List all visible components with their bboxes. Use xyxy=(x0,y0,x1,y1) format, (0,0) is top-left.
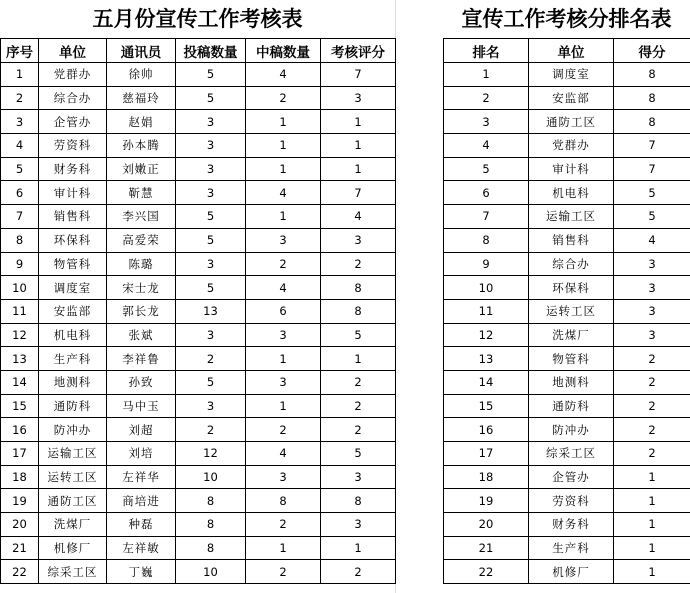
header-cell-unit[interactable]: 单位 xyxy=(39,39,107,63)
cell-submitted[interactable]: 3 xyxy=(176,252,246,276)
table-row xyxy=(1,442,396,466)
cell-correspondent[interactable]: 左祥敏 xyxy=(107,536,176,560)
cell-score[interactable]: 2 xyxy=(321,370,396,394)
header-cell-index[interactable]: 序号 xyxy=(1,39,39,63)
cell-accepted[interactable]: 6 xyxy=(246,299,321,323)
cell-correspondent[interactable]: 孙本腾 xyxy=(107,134,176,158)
cell-rank[interactable]: 12 xyxy=(444,323,529,347)
cell-score[interactable]: 1 xyxy=(614,560,690,584)
cell-index[interactable]: 19 xyxy=(1,489,39,513)
cell-correspondent[interactable]: 刘超 xyxy=(107,418,176,442)
cell-submitted[interactable]: 8 xyxy=(176,489,246,513)
table-row xyxy=(444,276,690,300)
cell-unit[interactable]: 安监部 xyxy=(529,86,614,110)
cell-index[interactable]: 3 xyxy=(1,110,39,134)
cell-unit[interactable]: 销售科 xyxy=(529,228,614,252)
header-cell-accepted[interactable]: 中稿数量 xyxy=(246,39,321,63)
cell-submitted[interactable]: 8 xyxy=(176,536,246,560)
cell-index[interactable]: 7 xyxy=(1,205,39,229)
table-row xyxy=(1,276,396,300)
cell-unit[interactable]: 运输工区 xyxy=(39,442,107,466)
cell-submitted[interactable]: 12 xyxy=(176,442,246,466)
left-table-title: 五月份宣传工作考核表 xyxy=(92,6,303,31)
table-row xyxy=(444,299,690,323)
table-row xyxy=(444,347,690,371)
table-row xyxy=(1,63,396,87)
cell-score[interactable]: 3 xyxy=(614,252,690,276)
cell-accepted[interactable]: 4 xyxy=(246,181,321,205)
cell-score[interactable]: 2 xyxy=(614,442,690,466)
cell-correspondent[interactable]: 刘嫩正 xyxy=(107,157,176,181)
cell-submitted[interactable]: 2 xyxy=(176,418,246,442)
cell-rank[interactable]: 4 xyxy=(444,134,529,158)
cell-score[interactable]: 4 xyxy=(321,205,396,229)
cell-unit[interactable]: 机电科 xyxy=(39,323,107,347)
cell-score[interactable]: 7 xyxy=(614,157,690,181)
cell-score[interactable]: 2 xyxy=(614,370,690,394)
cell-correspondent[interactable]: 宋士龙 xyxy=(107,276,176,300)
cell-submitted[interactable]: 5 xyxy=(176,63,246,87)
table-row xyxy=(1,252,396,276)
cell-score[interactable]: 1 xyxy=(321,347,396,371)
cell-unit[interactable]: 综采工区 xyxy=(529,442,614,466)
cell-index[interactable]: 17 xyxy=(1,442,39,466)
table-row xyxy=(1,489,396,513)
table-row xyxy=(444,228,690,252)
cell-unit[interactable]: 运输工区 xyxy=(529,205,614,229)
cell-index[interactable]: 18 xyxy=(1,465,39,489)
cell-rank[interactable]: 5 xyxy=(444,157,529,181)
cell-accepted[interactable]: 1 xyxy=(246,394,321,418)
table-row xyxy=(1,394,396,418)
cell-submitted[interactable]: 5 xyxy=(176,205,246,229)
cell-accepted[interactable]: 8 xyxy=(246,489,321,513)
cell-accepted[interactable]: 1 xyxy=(246,157,321,181)
cell-correspondent[interactable]: 赵娟 xyxy=(107,110,176,134)
cell-unit[interactable]: 安监部 xyxy=(39,299,107,323)
cell-submitted[interactable]: 10 xyxy=(176,560,246,584)
cell-unit[interactable]: 销售科 xyxy=(39,205,107,229)
cell-correspondent[interactable]: 陈璐 xyxy=(107,252,176,276)
header-cell-submitted[interactable]: 投稿数量 xyxy=(176,39,246,63)
cell-rank[interactable]: 16 xyxy=(444,418,529,442)
cell-score[interactable]: 8 xyxy=(614,86,690,110)
cell-score[interactable]: 3 xyxy=(321,465,396,489)
cell-index[interactable]: 20 xyxy=(1,513,39,537)
cell-rank[interactable]: 6 xyxy=(444,181,529,205)
cell-score[interactable]: 2 xyxy=(321,418,396,442)
cell-index[interactable]: 13 xyxy=(1,347,39,371)
cell-rank[interactable]: 20 xyxy=(444,513,529,537)
cell-index[interactable]: 9 xyxy=(1,252,39,276)
cell-unit[interactable]: 机修厂 xyxy=(39,536,107,560)
table-row xyxy=(444,370,690,394)
cell-accepted[interactable]: 4 xyxy=(246,442,321,466)
cell-accepted[interactable]: 1 xyxy=(246,205,321,229)
table-row xyxy=(1,205,396,229)
cell-unit[interactable]: 调度室 xyxy=(39,276,107,300)
cell-unit[interactable]: 企管办 xyxy=(529,465,614,489)
cell-correspondent[interactable]: 丁巍 xyxy=(107,560,176,584)
cell-score[interactable]: 5 xyxy=(614,205,690,229)
header-cell-correspondent[interactable]: 通讯员 xyxy=(107,39,176,63)
table-row xyxy=(444,323,690,347)
cell-submitted[interactable]: 10 xyxy=(176,465,246,489)
cell-submitted[interactable]: 5 xyxy=(176,228,246,252)
cell-unit[interactable]: 调度室 xyxy=(529,63,614,87)
cell-unit[interactable]: 生产科 xyxy=(39,347,107,371)
table-row xyxy=(444,442,690,466)
cell-accepted[interactable]: 2 xyxy=(246,418,321,442)
cell-index[interactable]: 15 xyxy=(1,394,39,418)
cell-score[interactable]: 1 xyxy=(321,536,396,560)
cell-score[interactable]: 2 xyxy=(321,560,396,584)
cell-accepted[interactable]: 1 xyxy=(246,110,321,134)
cell-index[interactable]: 12 xyxy=(1,323,39,347)
cell-unit[interactable]: 机修厂 xyxy=(529,560,614,584)
cell-index[interactable]: 1 xyxy=(1,63,39,87)
cell-submitted[interactable]: 8 xyxy=(176,513,246,537)
table-row xyxy=(1,181,396,205)
cell-index[interactable]: 10 xyxy=(1,276,39,300)
cell-correspondent[interactable]: 左祥华 xyxy=(107,465,176,489)
cell-score[interactable]: 1 xyxy=(614,536,690,560)
cell-rank[interactable]: 7 xyxy=(444,205,529,229)
cell-correspondent[interactable]: 商培进 xyxy=(107,489,176,513)
cell-score[interactable]: 7 xyxy=(321,63,396,87)
header-cell-score[interactable]: 考核评分 xyxy=(321,39,396,63)
cell-unit[interactable]: 综采工区 xyxy=(39,560,107,584)
cell-rank[interactable]: 18 xyxy=(444,465,529,489)
table-row xyxy=(1,134,396,158)
table-row xyxy=(444,110,690,134)
cell-rank[interactable]: 10 xyxy=(444,276,529,300)
cell-score[interactable]: 2 xyxy=(321,252,396,276)
cell-unit[interactable]: 生产科 xyxy=(529,536,614,560)
cell-submitted[interactable]: 2 xyxy=(176,347,246,371)
cell-score[interactable]: 4 xyxy=(614,228,690,252)
table-row xyxy=(444,252,690,276)
cell-unit[interactable]: 通防工区 xyxy=(529,110,614,134)
cell-correspondent[interactable]: 马中玉 xyxy=(107,394,176,418)
cell-score[interactable]: 7 xyxy=(614,134,690,158)
cell-accepted[interactable]: 1 xyxy=(246,347,321,371)
cell-rank[interactable]: 3 xyxy=(444,110,529,134)
cell-index[interactable]: 14 xyxy=(1,370,39,394)
cell-accepted[interactable]: 3 xyxy=(246,323,321,347)
table-row xyxy=(1,323,396,347)
cell-rank[interactable]: 1 xyxy=(444,63,529,87)
table-row xyxy=(444,394,690,418)
cell-accepted[interactable]: 1 xyxy=(246,134,321,158)
table-row xyxy=(444,63,690,87)
cell-correspondent[interactable]: 郭长龙 xyxy=(107,299,176,323)
cell-submitted[interactable]: 3 xyxy=(176,394,246,418)
table-row xyxy=(444,157,690,181)
cell-unit[interactable]: 财务科 xyxy=(39,157,107,181)
cell-score[interactable]: 3 xyxy=(614,323,690,347)
cell-unit[interactable]: 物管科 xyxy=(39,252,107,276)
table-row xyxy=(1,347,396,371)
table-row xyxy=(444,181,690,205)
cell-index[interactable]: 2 xyxy=(1,86,39,110)
right-table-title: 宣传工作考核分排名表 xyxy=(461,6,672,31)
cell-unit[interactable]: 防冲办 xyxy=(529,418,614,442)
cell-unit[interactable]: 洗煤厂 xyxy=(529,323,614,347)
cell-score[interactable]: 8 xyxy=(321,276,396,300)
cell-rank[interactable]: 15 xyxy=(444,394,529,418)
ranking-table xyxy=(443,38,690,584)
table-row xyxy=(444,513,690,537)
cell-submitted[interactable]: 3 xyxy=(176,323,246,347)
cell-unit[interactable]: 审计科 xyxy=(39,181,107,205)
cell-unit[interactable]: 党群办 xyxy=(529,134,614,158)
table-row xyxy=(444,134,690,158)
cell-index[interactable]: 16 xyxy=(1,418,39,442)
table-row xyxy=(1,110,396,134)
cell-rank[interactable]: 11 xyxy=(444,299,529,323)
cell-unit[interactable]: 党群办 xyxy=(39,63,107,87)
cell-unit[interactable]: 企管办 xyxy=(39,110,107,134)
cell-unit[interactable]: 运转工区 xyxy=(529,299,614,323)
cell-correspondent[interactable]: 孙致 xyxy=(107,370,176,394)
cell-index[interactable]: 21 xyxy=(1,536,39,560)
cell-score[interactable]: 2 xyxy=(614,347,690,371)
cell-accepted[interactable]: 4 xyxy=(246,276,321,300)
table-row xyxy=(444,86,690,110)
table-row xyxy=(1,86,396,110)
table-row xyxy=(1,465,396,489)
cell-correspondent[interactable]: 李兴国 xyxy=(107,205,176,229)
cell-score[interactable]: 3 xyxy=(321,513,396,537)
cell-score[interactable]: 1 xyxy=(614,489,690,513)
header-cell-rank[interactable]: 排名 xyxy=(444,39,529,63)
cell-rank[interactable]: 13 xyxy=(444,347,529,371)
table-row xyxy=(1,370,396,394)
cell-unit[interactable]: 审计科 xyxy=(529,157,614,181)
cell-score[interactable]: 5 xyxy=(321,442,396,466)
cell-index[interactable]: 5 xyxy=(1,157,39,181)
cell-score[interactable]: 7 xyxy=(321,181,396,205)
cell-score[interactable]: 5 xyxy=(614,181,690,205)
cell-submitted[interactable]: 5 xyxy=(176,276,246,300)
cell-unit[interactable]: 综合办 xyxy=(529,252,614,276)
cell-unit[interactable]: 洗煤厂 xyxy=(39,513,107,537)
cell-correspondent[interactable]: 李祥鲁 xyxy=(107,347,176,371)
assessment-table xyxy=(0,38,396,584)
cell-submitted[interactable]: 3 xyxy=(176,181,246,205)
cell-rank[interactable]: 17 xyxy=(444,442,529,466)
cell-accepted[interactable]: 4 xyxy=(246,63,321,87)
table-row xyxy=(1,536,396,560)
table-row xyxy=(1,299,396,323)
assessment-header-row xyxy=(1,39,396,63)
cell-correspondent[interactable]: 靳慧 xyxy=(107,181,176,205)
table-row xyxy=(1,560,396,584)
cell-submitted[interactable]: 3 xyxy=(176,157,246,181)
cell-rank[interactable]: 9 xyxy=(444,252,529,276)
cell-rank[interactable]: 22 xyxy=(444,560,529,584)
cell-score[interactable]: 3 xyxy=(321,86,396,110)
table-row xyxy=(444,418,690,442)
cell-score[interactable]: 1 xyxy=(614,513,690,537)
table-row xyxy=(1,157,396,181)
cell-score[interactable]: 1 xyxy=(321,134,396,158)
cell-index[interactable]: 22 xyxy=(1,560,39,584)
table-row xyxy=(444,489,690,513)
cell-submitted[interactable]: 3 xyxy=(176,134,246,158)
cell-unit[interactable]: 通防工区 xyxy=(39,489,107,513)
cell-score[interactable]: 8 xyxy=(321,299,396,323)
cell-score[interactable]: 8 xyxy=(614,110,690,134)
cell-score[interactable]: 1 xyxy=(321,110,396,134)
cell-correspondent[interactable]: 刘培 xyxy=(107,442,176,466)
cell-score[interactable]: 3 xyxy=(614,276,690,300)
cell-correspondent[interactable]: 高爱荣 xyxy=(107,228,176,252)
cell-unit[interactable]: 劳资科 xyxy=(39,134,107,158)
cell-score[interactable]: 2 xyxy=(614,394,690,418)
cell-accepted[interactable]: 3 xyxy=(246,370,321,394)
cell-accepted[interactable]: 2 xyxy=(246,513,321,537)
cell-rank[interactable]: 19 xyxy=(444,489,529,513)
cell-submitted[interactable]: 3 xyxy=(176,110,246,134)
header-cell-unit[interactable]: 单位 xyxy=(529,39,614,63)
cell-index[interactable]: 6 xyxy=(1,181,39,205)
cell-score[interactable]: 2 xyxy=(614,418,690,442)
cell-unit[interactable]: 运转工区 xyxy=(39,465,107,489)
cell-unit[interactable]: 环保科 xyxy=(39,228,107,252)
cell-accepted[interactable]: 1 xyxy=(246,536,321,560)
cell-rank[interactable]: 21 xyxy=(444,536,529,560)
cell-accepted[interactable]: 2 xyxy=(246,252,321,276)
cell-unit[interactable]: 财务科 xyxy=(529,513,614,537)
table-row xyxy=(444,465,690,489)
cell-unit[interactable]: 地测科 xyxy=(39,370,107,394)
cell-correspondent[interactable]: 种磊 xyxy=(107,513,176,537)
cell-score[interactable]: 1 xyxy=(321,157,396,181)
cell-unit[interactable]: 通防科 xyxy=(39,394,107,418)
cell-accepted[interactable]: 3 xyxy=(246,228,321,252)
table-row xyxy=(444,205,690,229)
cell-unit[interactable]: 地测科 xyxy=(529,370,614,394)
cell-unit[interactable]: 通防科 xyxy=(529,394,614,418)
ranking-header-row xyxy=(444,39,690,63)
cell-index[interactable]: 8 xyxy=(1,228,39,252)
cell-score[interactable]: 3 xyxy=(614,299,690,323)
cell-submitted[interactable]: 5 xyxy=(176,86,246,110)
cell-index[interactable]: 4 xyxy=(1,134,39,158)
cell-submitted[interactable]: 5 xyxy=(176,370,246,394)
cell-accepted[interactable]: 2 xyxy=(246,560,321,584)
cell-unit[interactable]: 物管科 xyxy=(529,347,614,371)
cell-correspondent[interactable]: 徐帅 xyxy=(107,63,176,87)
table-row xyxy=(444,536,690,560)
cell-score[interactable]: 8 xyxy=(321,489,396,513)
cell-correspondent[interactable]: 慈福玲 xyxy=(107,86,176,110)
cell-score[interactable]: 1 xyxy=(614,465,690,489)
cell-rank[interactable]: 14 xyxy=(444,370,529,394)
cell-rank[interactable]: 2 xyxy=(444,86,529,110)
cell-unit[interactable]: 环保科 xyxy=(529,276,614,300)
cell-rank[interactable]: 8 xyxy=(444,228,529,252)
table-row xyxy=(1,418,396,442)
table-row xyxy=(1,228,396,252)
cell-score[interactable]: 8 xyxy=(614,63,690,87)
cell-score[interactable]: 3 xyxy=(321,228,396,252)
cell-submitted[interactable]: 13 xyxy=(176,299,246,323)
cell-index[interactable]: 11 xyxy=(1,299,39,323)
cell-unit[interactable]: 综合办 xyxy=(39,86,107,110)
cell-correspondent[interactable]: 张斌 xyxy=(107,323,176,347)
cell-unit[interactable]: 劳资科 xyxy=(529,489,614,513)
cell-accepted[interactable]: 3 xyxy=(246,465,321,489)
cell-unit[interactable]: 防冲办 xyxy=(39,418,107,442)
cell-unit[interactable]: 机电科 xyxy=(529,181,614,205)
table-row xyxy=(444,560,690,584)
cell-accepted[interactable]: 2 xyxy=(246,86,321,110)
table-row xyxy=(1,513,396,537)
cell-score[interactable]: 2 xyxy=(321,394,396,418)
header-cell-score[interactable]: 得分 xyxy=(614,39,690,63)
cell-score[interactable]: 5 xyxy=(321,323,396,347)
